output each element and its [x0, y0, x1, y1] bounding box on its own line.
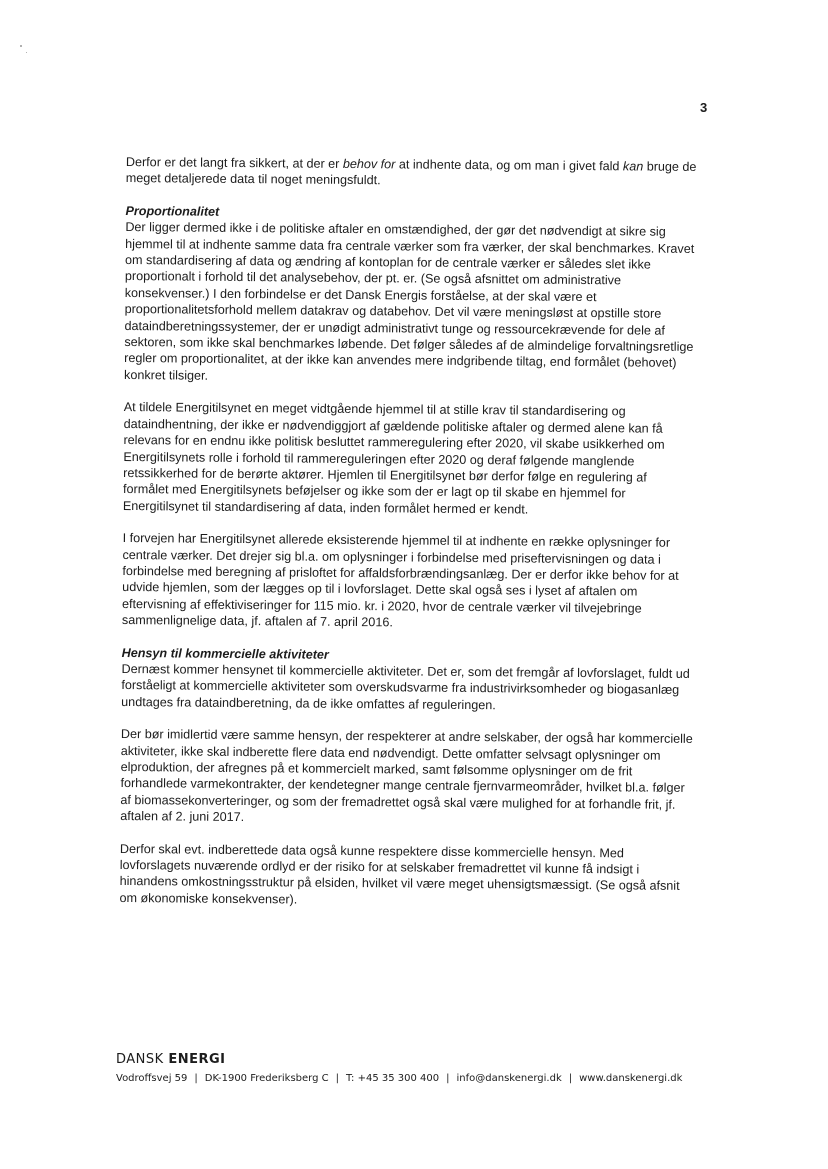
emphasis-behov-for: behov for — [342, 156, 396, 172]
footer-separator: | — [446, 1073, 450, 1084]
emphasis-kan: kan — [622, 159, 644, 174]
paragraph-energitilsynet-hjemmel: At tildele Energitilsynet en meget vidtgående hjemmel til at stille krav til standardisering og dataindhentning, der ikke er nødvendiggjort af gældende politiske aftaler og dermed alene kan få relevans for en endnu ikke politisk besluttet rammeregulering efter 2020, vil skabe usikkerhed om Energitilsynets rolle i forhold til rammereguleringen efter 2020 og deraf følgende manglende retssikkerhed for de berørte aktører. Hjemlen til Energitilsynet bør derfor følge en regulering af formålet med Energitilsynets beføjelser og ikke som der er lagt op til skabe en hjemmel for Energitilsynet til standardisering af data, inden formålet hermed er kendt. — [122, 400, 665, 517]
footer-phone: T: +45 35 300 400 — [346, 1073, 440, 1084]
footer-separator: | — [335, 1073, 340, 1084]
footer-city: DK-1900 Frederiksberg C — [204, 1073, 329, 1084]
heading-proportionalitet: Proportionalitet — [125, 203, 220, 219]
dansk-energi-logo: DANSK ENERGI — [116, 1052, 226, 1067]
footer-email: info@danskenergi.dk — [456, 1073, 562, 1084]
paragraph-proportionalitet: Der ligger dermed ikke i de politiske aftaler en omstændighed, der gør det nødvendigt at sikre sig hjemmel til at indhente samme data fra centrale værker som fra værker, der skal benchmarkes. Kravet om standardisering af data og ændring af kontoplan for de centrale værker er således slet ikke proportionalt i forhold til det analysebehov, der pt. er. (Se også afsnittet om administrative konsekvenser.) I den forbindelse er det Dansk Energis forståelse, at der skal være et proportionalitetsforhold mellem datakrav og databehov. Det vil være meningsløst at opstille store dataindberetningssystemer, der er unødigt administrativt tunge og ressourcekrævende for dele af sektoren, som ikke skal benchmarkes løbende. Det følger således af de almindelige forvaltningsretlige regler om proportionalitet, at der ikke kan anvendes mere indgribende tiltag, end formålet (behovet) konkret tilsiger. — [124, 220, 695, 383]
paragraph-samme-hensyn: Der bør imidlertid være samme hensyn, der respekterer at andre selskaber, der også har kommercielle aktiviteter, ikke skal indberette flere data end nødvendigt. Dette omfatter selvsagt oplysninger om elproduktion, der afregnes på et kommercielt marked, samt følsomme oplysninger om de frit forhandlede varmekontrakter, der kendetegner mange centrale fjernvarmeområder, hvilket bl.a. følger af biomassekonverteringer, og som der fremadrettet også skal være mulighed for at forhandle frit, jf. aftalen af 2. juni 2017. — [120, 727, 693, 825]
paragraph-kommercielle-aktiviteter: Dernæst kommer hensynet til kommercielle aktiviteter. Det er, som det fremgår af lovforslaget, fuldt ud forståeligt at kommercielle aktiviteter som overskudsvarme fra industrivirksomheder og biogasanlæg undtages fra dataindberetning, da de ikke omfattes af reguleringen. — [121, 661, 690, 713]
paragraph-eksisterende-hjemmel: I forvejen har Energitilsynet allerede eksisterende hjemmel til at indhente en række oplysninger for centrale værker. Det drejer sig bl.a. om oplysninger i forbindelse med priseftervisningen og data i forbindelse med beregning af prisloftet for affaldsforbrændingsanlæg. Der er derfor ikke behov for at udvide hjemlen, som der lægges op til i lovforslaget. Dette skal også ses i lyset af aftalen om eftervisning af effektiviseringer for 115 mio. kr. i 2020, hvor de centrale værker vil tilvejebringe sammenlignelige data, jf. aftalen af 7. april 2016. — [121, 531, 679, 630]
document-body — [119, 154, 698, 927]
paragraph-konklusion: Derfor skal evt. indberettede data også kunne respektere disse kommercielle hensyn. Med lovforslagets nuværende ordlyd er der risiko for at selskaber fremadrettet vil kunne få indsigt i hinandens omkostningsstruktur på elsiden, hvilket vil være meget uhensigtsmæssigt. (Se også afsnit om økonomiske konsekvenser). — [119, 841, 680, 907]
footer — [116, 1052, 716, 1084]
footer-address: Vodroffsvej 59 — [116, 1073, 188, 1084]
footer-separator: | — [568, 1073, 573, 1084]
footer-separator: | — [194, 1073, 198, 1084]
contact-line — [116, 1073, 716, 1084]
footer-website: www.danskenergi.dk — [579, 1073, 683, 1084]
scan-speck — [26, 52, 27, 53]
scan-speck — [20, 45, 22, 47]
page-number: 3 — [700, 100, 708, 115]
heading-hensyn: Hensyn til kommercielle aktiviteter — [121, 645, 329, 662]
paragraph-intro: Derfor er det langt fra sikkert, at der er behov for at indhente data, og om man i givet fald kan bruge de meget detaljerede data til noget meningsfuldt. — [125, 154, 697, 188]
